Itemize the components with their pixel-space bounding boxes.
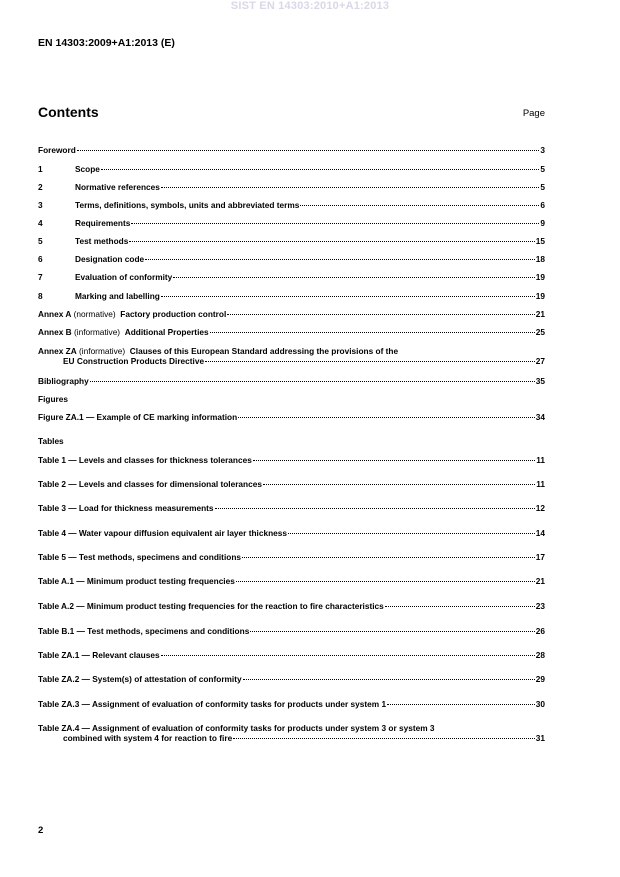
toc-entry-annex-a[interactable] xyxy=(38,309,545,319)
toc-page: 3 xyxy=(540,145,545,155)
toc-page: 28 xyxy=(535,650,545,660)
toc-title-continued: combined with system 4 for reaction to fire xyxy=(63,733,233,743)
toc-entry-clause[interactable] xyxy=(38,164,545,174)
tables-heading: Tables xyxy=(38,436,64,446)
toc-title: Table ZA.4 — Assignment of evaluation of conformity tasks for products under system 3 or system 3 xyxy=(38,723,435,733)
toc-title: Table 1 — Levels and classes for thickness tolerances xyxy=(38,455,252,465)
toc-entry-table[interactable] xyxy=(38,455,545,465)
toc-page: 31 xyxy=(535,733,545,743)
toc-page: 35 xyxy=(535,376,545,386)
toc-page: 9 xyxy=(540,218,545,228)
toc-entry-annex-b[interactable] xyxy=(38,327,545,337)
toc-title: Table ZA.3 — Assignment of evaluation of conformity tasks for products under system 1 xyxy=(38,699,387,709)
clause-number: 8 xyxy=(38,291,43,301)
toc-page: 6 xyxy=(540,200,545,210)
toc-page: 12 xyxy=(535,503,545,513)
toc-entry-clause[interactable] xyxy=(38,182,545,192)
annex-type: (informative) xyxy=(79,346,126,356)
toc-page: 23 xyxy=(535,601,545,611)
contents-title: Contents xyxy=(38,104,99,120)
watermark: SIST EN 14303:2010+A1:2013 xyxy=(230,0,390,12)
toc-entry-clause[interactable] xyxy=(38,218,545,228)
toc-title: Table 4 — Water vapour diffusion equivalent air layer thickness xyxy=(38,528,287,538)
toc-entry-table[interactable] xyxy=(38,650,545,660)
toc-page: 21 xyxy=(535,576,545,586)
annex-type: (informative) xyxy=(73,327,121,337)
toc-title: Table ZA.1 — Relevant clauses xyxy=(38,650,160,660)
page-column-label: Page xyxy=(522,108,545,119)
toc-title: Table 3 — Load for thickness measurements xyxy=(38,503,214,513)
toc-page: 21 xyxy=(535,309,545,319)
toc-entry-bibliography[interactable] xyxy=(38,376,545,386)
toc-entry-table[interactable] xyxy=(38,576,545,586)
toc-entry-table[interactable] xyxy=(38,528,545,538)
toc-page: 27 xyxy=(535,356,545,366)
toc-title: Table ZA.2 — System(s) of attestation of conformity xyxy=(38,674,242,684)
toc-title: Test methods xyxy=(75,236,129,246)
toc-title: Table B.1 — Test methods, specimens and conditions xyxy=(38,626,250,636)
clause-number: 4 xyxy=(38,218,43,228)
toc-title: Marking and labelling xyxy=(75,291,160,301)
toc-title: Table A.1 — Minimum product testing frequencies xyxy=(38,576,235,586)
toc-entry-table[interactable] xyxy=(38,503,545,513)
toc-title: Requirements xyxy=(75,218,131,228)
toc-page: 11 xyxy=(536,455,545,465)
toc-title: Additional Properties xyxy=(124,327,209,337)
toc-page: 25 xyxy=(535,327,545,337)
toc-page: 14 xyxy=(535,528,545,538)
toc-title: Bibliography xyxy=(38,376,89,386)
clause-number: 5 xyxy=(38,236,43,246)
toc-page: 17 xyxy=(535,552,545,562)
toc-page: 15 xyxy=(535,236,545,246)
toc-entry-table[interactable] xyxy=(38,674,545,684)
toc-entry-figure[interactable] xyxy=(38,412,545,422)
toc-page: 29 xyxy=(535,674,545,684)
toc-title: Evaluation of conformity xyxy=(75,272,173,282)
toc-entry-table[interactable] xyxy=(38,479,545,489)
toc-entry-clause[interactable] xyxy=(38,272,545,282)
toc-title: Designation code xyxy=(75,254,145,264)
clause-number: 1 xyxy=(38,164,43,174)
toc-entry-annex-za[interactable] xyxy=(38,346,545,366)
toc-title: Table 2 — Levels and classes for dimensional tolerances xyxy=(38,479,262,489)
toc-entry-table[interactable] xyxy=(38,601,545,611)
document-id: EN 14303:2009+A1:2013 (E) xyxy=(38,37,175,49)
toc-entry-clause[interactable] xyxy=(38,254,545,264)
toc-title: Figure ZA.1 — Example of CE marking information xyxy=(38,412,238,422)
toc-page: 19 xyxy=(535,272,545,282)
page-number: 2 xyxy=(38,825,44,836)
toc-page: 19 xyxy=(535,291,545,301)
toc-page: 34 xyxy=(535,412,545,422)
toc-title: Scope xyxy=(75,164,100,174)
toc-page: 5 xyxy=(540,164,545,174)
toc-title: Table 5 — Test methods, specimens and conditions xyxy=(38,552,242,562)
toc-entry-foreword[interactable] xyxy=(38,145,545,155)
toc-title: Factory production control xyxy=(120,309,227,319)
annex-label: Annex ZA xyxy=(38,346,77,356)
toc-entry-table[interactable] xyxy=(38,723,545,743)
toc-title: Normative references xyxy=(75,182,160,192)
toc-title: Clauses of this European Standard addressing the provisions of the xyxy=(129,346,399,356)
clause-number: 6 xyxy=(38,254,43,264)
toc-page: 5 xyxy=(540,182,545,192)
toc-entry-table[interactable] xyxy=(38,699,545,709)
clause-number: 7 xyxy=(38,272,43,282)
toc-page: 26 xyxy=(535,626,545,636)
toc-title: Table A.2 — Minimum product testing frequencies for the reaction to fire characteristics xyxy=(38,601,384,611)
toc-page: 11 xyxy=(536,479,545,489)
toc-title-continued: EU Construction Products Directive xyxy=(63,356,205,366)
toc-page: 18 xyxy=(535,254,545,264)
toc-entry-clause[interactable] xyxy=(38,200,545,210)
toc-entry-clause[interactable] xyxy=(38,236,545,246)
toc-entry-table[interactable] xyxy=(38,626,545,636)
annex-label: Annex B xyxy=(38,327,72,337)
toc-page: 30 xyxy=(535,699,545,709)
clause-number: 2 xyxy=(38,182,43,192)
clause-number: 3 xyxy=(38,200,43,210)
toc-title: Terms, definitions, symbols, units and abbreviated terms xyxy=(75,200,300,210)
figures-heading: Figures xyxy=(38,394,68,404)
annex-label: Annex A xyxy=(38,309,72,319)
toc-entry-clause[interactable] xyxy=(38,291,545,301)
toc-title: Foreword xyxy=(38,145,76,155)
toc-entry-table[interactable] xyxy=(38,552,545,562)
annex-type: (normative) xyxy=(73,309,116,319)
